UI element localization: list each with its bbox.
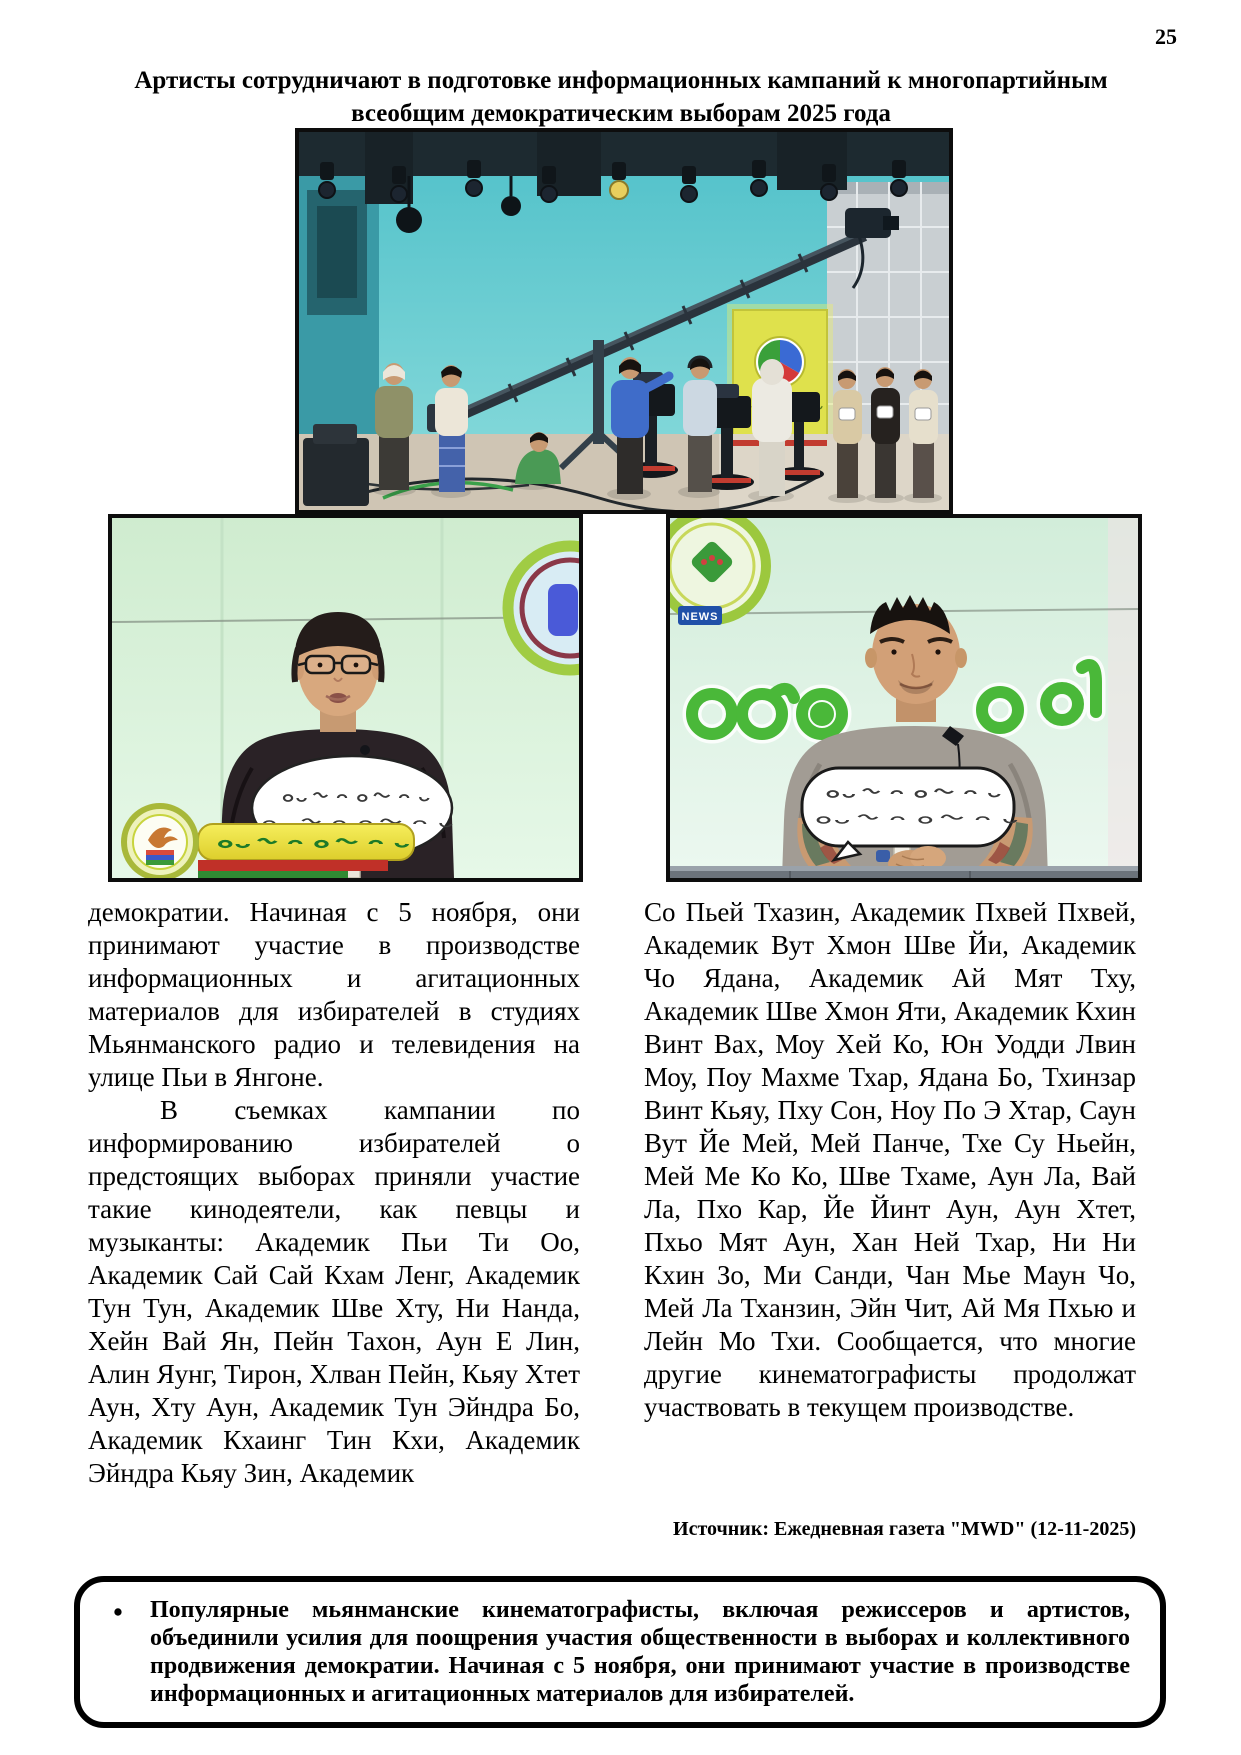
body-paragraph: демократии. Начиная с 5 ноября, они принимают участие в производстве информационных и агитационных материалов для избирателей в студиях Мьянманского радио и телевидения на улице Пьи в Янгоне.	[88, 897, 580, 1092]
studio-photo	[295, 128, 953, 514]
right-text-column	[644, 896, 1136, 1424]
studio-photo-illustration	[299, 132, 949, 510]
mwd-logo	[508, 546, 579, 670]
left-text-column	[88, 896, 580, 1490]
body-paragraph: Со Пьей Тхазин, Академик Пхвей Пхвей, Академик Вут Хмон Шве Йи, Академик Чо Ядана, Академик Ай Мят Тху, Академик Шве Хмон Яти, Академик Кхин Винт Вах, Моу Хей Ко, Юн Уодди Лвин Моу, Поу Махме Тхар, Ядана Бо, Тхинзар Винт Кьяу, Пху Сон, Ноу По Э Хтар, Саун Вут Йе Мей, Мей Панче, Тхе Су Ньейн, Мей Ме Ко Ко, Шве Тхаме, Аун Ла, Вай Ла, Пхо Кар, Йе Йинт Аун, Аун Хтет, Пхьо Мят Аун, Хан Ней Тхар, Ни Ни Кхин Зо, Ми Санди, Чан Мье Маун Чо, Мей Ла Тханзин, Эйн Чит, Ай Мя Пхью и Лейн Мо Тхи. Сообщается, что многие другие кинематографисты продолжат участвовать в текущем производстве.	[644, 897, 1136, 1422]
article-title: Артисты сотрудничают в подготовке информационных кампаний к многопартийным всеобщим демократическим выборам 2025 года	[134, 67, 1108, 127]
studio-desk	[670, 866, 1138, 878]
summary-callout-box	[74, 1576, 1166, 1728]
callout-text: Популярные мьянманские кинематографисты, включая режиссеров и артистов, объединили усилия для поощрения участия общественности в выборах и коллективного продвижения демократии. Начиная с 5 ноября, они принимают участие в производстве информационных и агитационных материалов для избирателей.	[150, 1597, 1130, 1707]
left-portrait-photo	[108, 514, 583, 882]
bullet-marker: •	[113, 1597, 123, 1627]
source-line: Источник: Ежедневная газета "MWD" (12-11-2025)	[673, 1518, 1136, 1540]
lavalier-mic-icon	[360, 745, 370, 755]
news-tag-label: NEWS	[681, 611, 719, 623]
right-portrait-photo	[666, 514, 1142, 882]
right-portrait-illustration	[670, 518, 1138, 878]
page-number: 25	[1155, 24, 1177, 49]
left-portrait-illustration	[112, 518, 579, 878]
body-paragraph: В съемках кампании по информированию избирателей о предстоящих выборах приняли участие такие кинодеятели, как певцы и музыканты: Академик Пьи Ти Оо, Академик Сай Сай Кхам Ленг, Академик Тун Тун, Академик Шве Хту, Ни Нанда, Хейн Вай Ян, Пейн Тахон, Аун Е Лин, Алин Яунг, Тирон, Хлван Пейн, Кьяу Хтет Аун, Хту Аун, Академик Тун Эйндра Бо, Академик Кхаинг Тин Кхи, Академик Эйндра Кьяу Зин, Академик	[88, 1095, 580, 1488]
mwd-logo	[670, 518, 766, 625]
